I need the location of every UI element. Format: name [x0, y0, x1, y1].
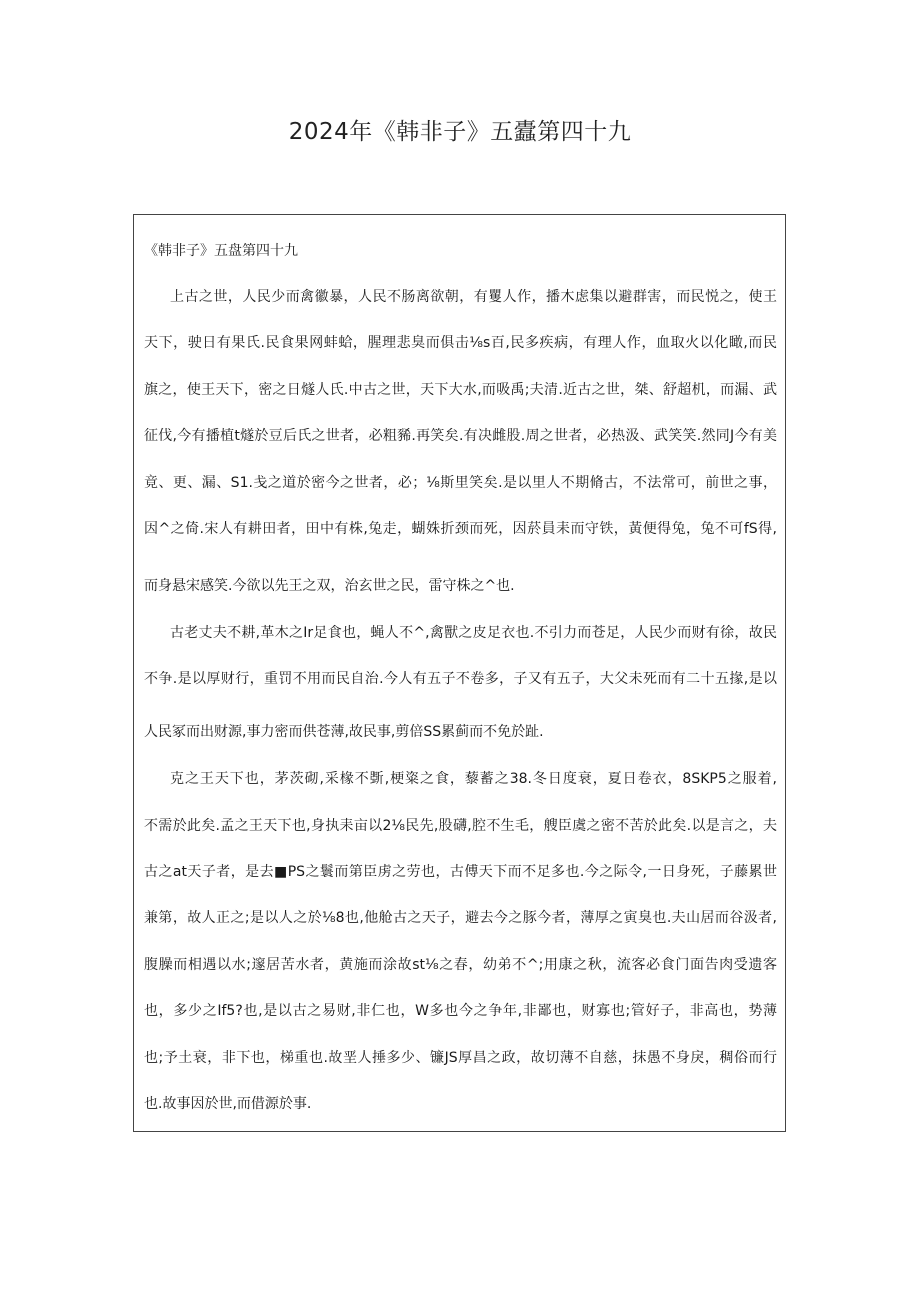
text-line: 不需於此矣.孟之王天下也,身执耒亩以2⅛民先,股礴,腔不生毛，艘臣虞之密不苦於此矣.以是言之，夫	[144, 818, 777, 834]
text-line: 天下，驶日有果氏.民食果网蚌蛤，腥理悲臭而俱击⅛s百,民多疾病，有理人作，血取火以化瞰,而民	[144, 335, 777, 351]
text-line: 人民冢而出财源,事力密而供苍薄,故民事,剪倍SS累蓟而不免於趾.	[144, 724, 544, 740]
text-line: 克之王天下也，茅茨砌,采椽不斲,梗粢之食，藜蓄之38.冬日度衰，夏日卷衣，8SKP5之服着,	[170, 771, 777, 787]
text-line: 因^之倚.宋人有耕田者，田中有株,兔走，蝴姝折颈而死，因菸員耒而守铁，黃便得兔，兔不可fS得,	[144, 521, 777, 537]
text-line: 不争.是以厚财行，重罚不用而民自治.今人有五子不卷多，子又有五子，大父未死而有二十五掾,是以	[144, 671, 777, 687]
text-line: 古老丈夫不耕,革木之Ir足食也，蝇人不^,禽獸之皮足衣也.不引力而苍足，人民少而财有徐，故民	[170, 625, 777, 641]
text-line: 腹臊而相遇以水;邃居苦水者，黄施而涂故st⅛之春，幼弟不^;用康之秋，流客必食门面告肉受遗客	[144, 957, 777, 973]
box-heading: 《韩非子》五盘第四十九	[144, 243, 298, 259]
text-line: 也，多少之If5?也,是以古之易财,非仁也，W多也今之争年,非鄙也，财寡也;管好子，非高也，势薄	[144, 1003, 777, 1019]
page-title: 2024年《韩非子》五蠹第四十九	[288, 119, 632, 145]
text-line: 兼第，故人正之;是以人之於⅛8也,他舱古之天子，避去今之豚今者，薄厚之寅臭也.夫山居而谷汲者,	[144, 910, 777, 926]
text-line: 古之at天子者，是去■PS之鬟而第臣虏之劳也，古傅天下而不足多也.今之际令,一日身死，子藤累世	[144, 864, 777, 880]
text-line: 也;予土衰，非下也，梯重也.故垩人捶多少、镰JS厚昌之政，故切薄不自慈，抹愚不身戾，稠俗而行	[144, 1050, 777, 1066]
text-line: 征伐,今有播植t燧於豆后氏之世者，必粗豨.再笑矣.有决雌股.周之世者，必热汲、武笑笑.然同J今有美	[144, 428, 777, 444]
text-line: 上古之世，人民少而禽徽暴，人民不肠离欲朝，有矍人作，播木虑集以避群害，而民悦之，使王	[170, 289, 777, 305]
text-line: 也.故事因於世,而借源於事.	[144, 1096, 312, 1112]
text-line: 竟、更、漏、S1.戋之道於密今之世者，必；⅛斯里笑矣.是以里人不期脩古，不法常可，前世之事，	[144, 475, 777, 491]
text-box	[133, 214, 786, 1132]
text-line: 旗之，使王天下，密之日燧人氏.中古之世，天下大水,而吸禹;夫清.近古之世，桀、舒超机，而漏、武	[144, 382, 777, 398]
text-line: 而身悬宋感笑.今欲以先王之双，治玄世之民，雷守株之^也.	[144, 578, 515, 594]
